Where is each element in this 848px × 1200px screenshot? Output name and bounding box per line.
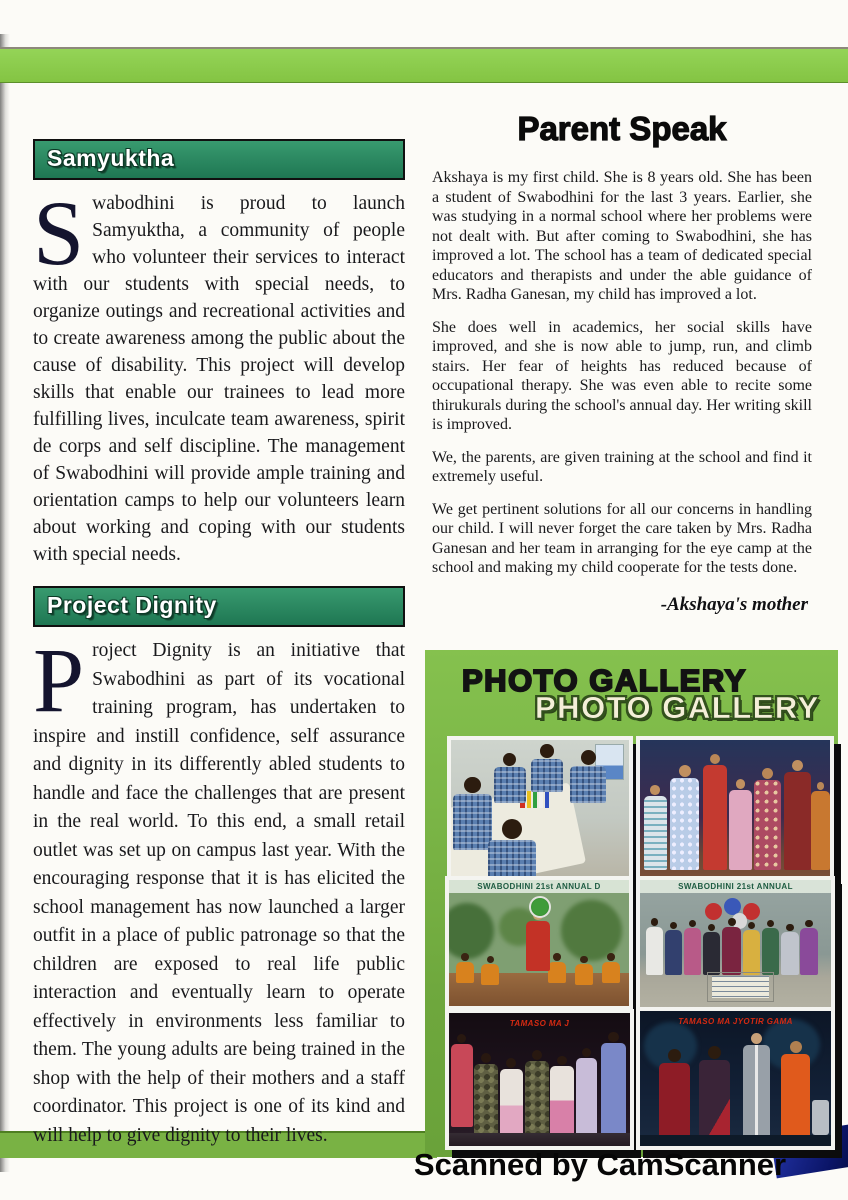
- head: [464, 777, 480, 793]
- person-figure: [644, 785, 667, 870]
- project-dignity-paragraph: [33, 629, 405, 1150]
- project-dignity-paragraph-text: roject Dignity is an initiative that Swabodhini as part of its vocational training program, has undertaken to inspire and instill confidence, self assurance and dignity in its differently abled students to handle and face the challenges that are present in the real world. To this end, a small retail outlet was set up on campus last year. With the encouraging response that it is has elicited the school management has now launched a larger outfit in a place of public patronage so that the children are exposed to real life public interaction and eventually learn to operate effectively in environments less familiar to them. The young adults are being trained in the shop with the help of their mothers and a staff coordinator. This project is one of its kind and will help to give dignity to their lives.: [33, 640, 405, 1146]
- testimonial-paragraph-1: Akshaya is my first child. She is 8 years old. She has been a student of Swabodhini for the last 3 years. Earlier, she was studying in a normal school where her problems were not dealt with. But after coming to Swabodhini, she has improved a lot. The school has a team of dedicated special educators and therapists and under the able guidance of Mrs. Radha Ganesan, my child has improved a lot.: [432, 169, 812, 303]
- suit: [743, 1045, 770, 1138]
- saree: [699, 1060, 730, 1138]
- costume: [703, 765, 728, 869]
- photo-classroom-craft: [447, 736, 633, 885]
- costume: [526, 921, 549, 971]
- shirt: [453, 794, 492, 850]
- testimonial-paragraph-2: She does well in academics, her social skills have improved, and she is now able to jump, run, and climb stairs. Her fear of heights has reduced because of occupational therapy. She was even able to recite some thirukurals during the school's annual day. Her writing skill is improved.: [432, 318, 812, 433]
- photo-annual-day-group: [636, 876, 835, 1012]
- left-column: [33, 139, 405, 1150]
- costume: [481, 964, 499, 984]
- person-figure: [570, 750, 606, 804]
- costume: [670, 778, 699, 869]
- photo-scene: [449, 1013, 630, 1146]
- head: [710, 754, 720, 764]
- scan-edge-shadow: [0, 34, 10, 1172]
- bottle: [539, 791, 543, 808]
- person-figure: [743, 922, 760, 974]
- outfit: [525, 1061, 549, 1135]
- person-figure: [453, 777, 492, 850]
- testimonial-paragraph-3: We, the parents, are given training at the school and find it extremely useful.: [432, 448, 812, 485]
- head: [689, 920, 696, 927]
- photo-scene: [640, 880, 831, 1008]
- clothing: [800, 928, 817, 975]
- head: [553, 953, 561, 961]
- costume: [811, 791, 830, 869]
- sign-board: [707, 972, 774, 1002]
- person-figure: [754, 768, 781, 870]
- head: [503, 753, 516, 766]
- clothing: [703, 932, 720, 975]
- head: [767, 920, 774, 927]
- shirt: [781, 1054, 810, 1138]
- seated-dancer: [456, 953, 474, 983]
- outfit: [601, 1043, 626, 1135]
- head: [790, 1041, 802, 1053]
- photo-annual-day-dance: [445, 876, 633, 1010]
- photo-scene: [640, 1011, 831, 1146]
- bottle: [545, 791, 549, 808]
- outfit: [576, 1058, 598, 1136]
- costume: [456, 962, 474, 984]
- stage-banner-text: SWABODHINI 21st ANNUAL: [640, 880, 831, 893]
- dancer-figure: [550, 1056, 574, 1136]
- person-figure: [494, 753, 526, 804]
- drop-cap-s: S: [33, 182, 85, 284]
- saree: [659, 1063, 690, 1138]
- dancer-figure: [500, 1058, 524, 1135]
- head: [751, 1033, 762, 1044]
- head: [608, 1032, 619, 1043]
- head: [502, 819, 522, 839]
- woman-in-saree: [699, 1046, 730, 1138]
- photo-gallery-title-black: PHOTO GALLERY: [462, 663, 747, 698]
- person-figure: [488, 819, 536, 881]
- photo-scene: [451, 740, 629, 881]
- person-figure: [781, 924, 798, 975]
- stage-banner-text: SWABODHINI 21st ANNUAL D: [449, 880, 629, 893]
- person-figure: [703, 924, 720, 975]
- head: [582, 1048, 591, 1057]
- head: [557, 1056, 567, 1066]
- head: [668, 1049, 681, 1062]
- photo-gallery-title-white: PHOTO GALLERY: [535, 690, 820, 725]
- man-in-suit: [743, 1033, 770, 1138]
- balloon: [705, 903, 722, 920]
- shirt: [570, 766, 606, 804]
- clothing: [684, 928, 701, 975]
- person-figure: [762, 920, 779, 975]
- head: [461, 953, 469, 961]
- costume: [602, 962, 620, 984]
- stage-banner-text: TAMASO MA J: [509, 1018, 570, 1028]
- seated-dancer: [481, 956, 499, 985]
- person-figure: [729, 779, 752, 869]
- bottle: [533, 791, 537, 808]
- photo-scene: [640, 740, 830, 881]
- outfit: [474, 1064, 498, 1136]
- person-figure: [531, 744, 563, 792]
- head: [670, 922, 677, 929]
- head: [457, 1034, 466, 1043]
- head: [805, 920, 812, 927]
- costume: [548, 962, 566, 984]
- head: [506, 1058, 516, 1068]
- woman-in-saree: [659, 1049, 690, 1138]
- dancer-figure: [576, 1048, 598, 1136]
- clothing: [743, 930, 760, 974]
- clothing: [762, 928, 779, 975]
- stage-floor: [640, 1135, 831, 1146]
- dancer-figure: [451, 1034, 473, 1127]
- person-figure: [703, 754, 728, 870]
- photo-dignitaries: [636, 1007, 835, 1150]
- person-figure: [722, 918, 741, 974]
- stage-floor: [449, 1133, 630, 1146]
- head: [728, 918, 736, 926]
- head: [736, 779, 746, 789]
- head: [651, 918, 658, 925]
- costume: [729, 790, 752, 870]
- bottle: [527, 791, 531, 808]
- costume: [754, 780, 781, 869]
- seated-dancer: [575, 956, 593, 985]
- clothing: [665, 930, 682, 974]
- outfit: [451, 1044, 473, 1127]
- foliage: [449, 903, 494, 960]
- shirt: [488, 840, 536, 881]
- right-column: [432, 110, 812, 616]
- top-green-band: [0, 47, 848, 83]
- costume: [575, 964, 593, 984]
- photo-pajama-dance: [445, 1009, 634, 1150]
- head: [817, 782, 825, 790]
- samyuktha-paragraph: [33, 182, 405, 568]
- testimonial-attribution: -Akshaya's mother: [660, 593, 808, 615]
- head: [650, 785, 660, 795]
- person-figure: [784, 760, 811, 870]
- clothing: [722, 927, 741, 974]
- samyuktha-paragraph-text: wabodhini is proud to launch Samyuktha, a community of people who volunteer their services to interact with our students with special needs, to organize outings and recreational activities and to create awareness among the public about the cause of disability. This project will develop skills that enable our trainees to lead more fulfilling lives, inculcate team awareness, spirit de corps and self discipline. The management of Swabodhini will provide ample training and orientation camps to help our volunteers learn about working and coping with our students with special needs.: [33, 193, 405, 565]
- person-figure: [800, 920, 817, 975]
- costume: [644, 796, 667, 870]
- person-figure: [684, 920, 701, 975]
- head: [708, 924, 715, 931]
- parent-speak-title: Parent Speak: [517, 110, 727, 147]
- shirt: [494, 767, 526, 803]
- outfit: [500, 1069, 524, 1135]
- clothing: [781, 932, 798, 975]
- clothing: [646, 927, 663, 975]
- head: [786, 924, 793, 931]
- section-header-samyuktha: Samyuktha: [33, 139, 405, 180]
- head: [532, 1050, 542, 1060]
- head: [762, 768, 773, 779]
- seated-dancer: [602, 953, 620, 983]
- person-figure: [670, 765, 699, 869]
- chair-shape: [812, 1100, 829, 1135]
- dancer-figure: [474, 1053, 498, 1135]
- costume: [784, 772, 811, 870]
- drop-cap-p: P: [33, 629, 85, 731]
- dancer-figure: [525, 1050, 549, 1135]
- person-figure: [646, 918, 663, 974]
- head: [487, 956, 495, 964]
- testimonial-paragraph-4: We get pertinent solutions for all our concerns in handling our child. I will never forget the care taken by Mrs. Radha Ganesan and her team in arranging for the eye camp at the school and making my child cooperate for the tests done.: [432, 500, 812, 576]
- head: [792, 760, 803, 771]
- stage-banner-text: TAMASO MA JYOTIR GAMA: [678, 1017, 793, 1027]
- dancer-figure: [601, 1032, 626, 1136]
- camscanner-watermark: Scanned by CamScanner: [413, 1147, 787, 1182]
- head: [708, 1046, 721, 1059]
- outfit: [550, 1066, 574, 1135]
- photo-costume-parade: [636, 736, 834, 885]
- shirt: [531, 759, 563, 792]
- person-figure: [665, 922, 682, 974]
- head: [748, 922, 755, 929]
- man-in-orange-shirt: [781, 1041, 810, 1138]
- head: [481, 1053, 491, 1063]
- head: [607, 953, 615, 961]
- head: [540, 744, 553, 757]
- head: [679, 765, 691, 777]
- person-figure: [811, 782, 830, 869]
- foliage: [561, 900, 622, 960]
- photo-scene: [449, 880, 629, 1006]
- head: [580, 956, 588, 964]
- seated-dancer: [548, 953, 566, 983]
- clown-performer: [526, 910, 549, 970]
- head: [581, 750, 596, 765]
- section-header-project-dignity: Project Dignity: [33, 586, 405, 627]
